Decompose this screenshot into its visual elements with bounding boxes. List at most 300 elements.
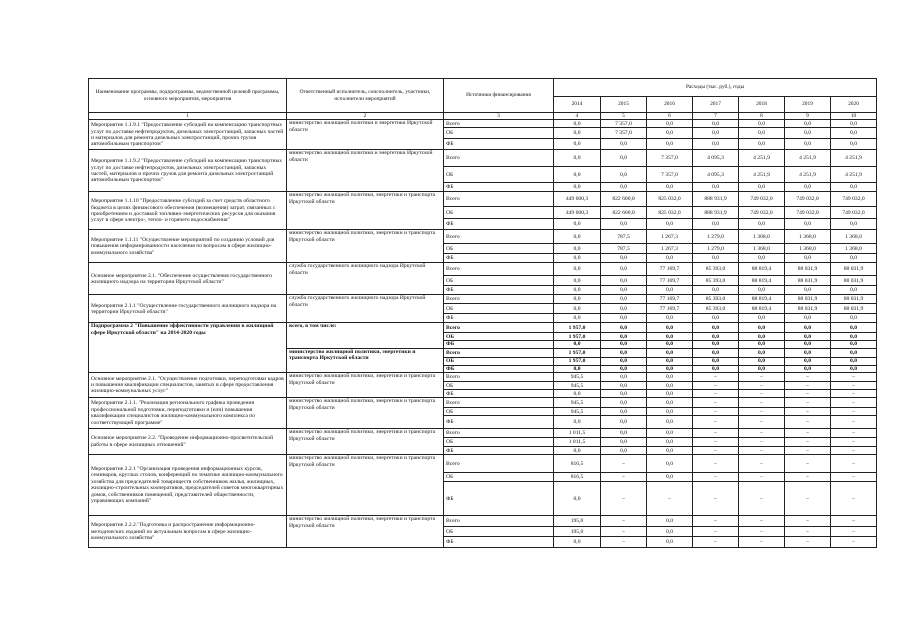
amount-cell: 0,0 <box>554 230 601 244</box>
amount-cell: 0,0 <box>647 254 693 263</box>
amount-cell: 0,0 <box>601 295 647 304</box>
amount-cell: 945,5 <box>554 373 601 382</box>
amount-cell: 1 957,0 <box>554 348 601 357</box>
responsible-executor: министерство жилищной политики, энергетики и транспорта Иркутской области <box>287 348 444 372</box>
amount-cell: 0,0 <box>831 139 877 150</box>
amount-cell: 88 031,9 <box>785 263 831 276</box>
amount-cell: – <box>785 416 831 429</box>
amount-cell: 0,0 <box>785 333 831 341</box>
amount-cell: – <box>601 516 647 527</box>
amount-cell: 749 032,0 <box>785 192 831 207</box>
amount-cell: – <box>831 390 877 398</box>
amount-cell: 0,0 <box>554 286 601 295</box>
amount-cell: – <box>785 455 831 473</box>
amount-cell: 945,5 <box>554 382 601 390</box>
amount-cell: – <box>831 416 877 429</box>
amount-cell: – <box>785 537 831 548</box>
amount-cell: 88 819,4 <box>739 304 785 314</box>
amount-cell: 749 032,0 <box>831 207 877 219</box>
funding-source: ФБ <box>444 219 554 230</box>
amount-cell: 0,0 <box>601 333 647 341</box>
year-header: 2016 <box>647 97 693 113</box>
amount-cell: 0,0 <box>647 527 693 537</box>
amount-cell: 787,5 <box>601 230 647 244</box>
amount-cell: – <box>693 438 739 447</box>
funding-source: ОБ <box>444 128 554 139</box>
amount-cell: – <box>739 473 785 482</box>
amount-cell: 0,0 <box>554 263 601 276</box>
amount-cell: 88 031,9 <box>831 295 877 304</box>
amount-cell: – <box>601 473 647 482</box>
amount-cell: 88 031,9 <box>831 304 877 314</box>
amount-cell: – <box>693 373 739 382</box>
index-cell: 3 <box>444 113 554 120</box>
amount-cell: 0,0 <box>601 150 647 167</box>
amount-cell: 0,0 <box>831 120 877 128</box>
amount-cell: 0,0 <box>831 128 877 139</box>
amount-cell: 0,0 <box>739 314 785 323</box>
item-name: Мероприятие 1.1.11 "Осуществление мероприятий по созданию условий для повышения информированности населения по вопросам в сфере жилищно-коммунального хозяйства" <box>89 230 287 263</box>
amount-cell: 0,0 <box>647 416 693 429</box>
amount-cell: 0,0 <box>785 365 831 372</box>
amount-cell: – <box>785 382 831 390</box>
amount-cell: 0,0 <box>601 304 647 314</box>
amount-cell: 0,0 <box>647 139 693 150</box>
amount-cell: – <box>693 447 739 455</box>
amount-cell: 0,0 <box>739 333 785 341</box>
responsible-executor: министерство жилищной политики, энергетики и транспорта Иркутской области <box>287 230 444 263</box>
amount-cell: 0,0 <box>831 365 877 372</box>
amount-cell: 0,0 <box>601 167 647 183</box>
amount-cell: 0,0 <box>601 382 647 390</box>
amount-cell: 4 251,9 <box>785 167 831 183</box>
amount-cell: 0,0 <box>693 333 739 341</box>
amount-cell: 0,0 <box>647 219 693 230</box>
amount-cell: 0,0 <box>554 295 601 304</box>
amount-cell: – <box>785 527 831 537</box>
amount-cell: 0,0 <box>693 254 739 263</box>
amount-cell: 0,0 <box>739 323 785 333</box>
funding-source: Всего <box>444 263 554 276</box>
table-row <box>89 429 877 438</box>
amount-cell: 0,0 <box>831 286 877 295</box>
amount-cell: 0,0 <box>554 167 601 183</box>
index-cell: 2 <box>287 113 444 120</box>
amount-cell: 0,0 <box>601 357 647 365</box>
amount-cell: 88 819,4 <box>739 295 785 304</box>
amount-cell: 0,0 <box>601 341 647 348</box>
item-name: Мероприятие 2.1.1. "Реализация регионального графика проведения профессиональной подготовки, переподготовки и (или) повышения квалификации специалистов жилищно-коммунального комплекса по соответствующей программе" <box>89 398 287 429</box>
amount-cell: – <box>739 455 785 473</box>
amount-cell: – <box>693 429 739 438</box>
amount-cell: – <box>785 398 831 408</box>
amount-cell: 0,0 <box>739 128 785 139</box>
amount-cell: 0,0 <box>554 390 601 398</box>
amount-cell: 787,5 <box>601 244 647 254</box>
item-name: Мероприятие 2.2.2."Подготовка и распространение информационно-методических изданий по актуальным вопросам в сфере жилищно-коммунального хозяйства" <box>89 516 287 548</box>
amount-cell: 0,0 <box>601 390 647 398</box>
amount-cell: 0,0 <box>739 348 785 357</box>
amount-cell: 85 393,0 <box>693 263 739 276</box>
amount-cell: 1 957,0 <box>554 323 601 333</box>
amount-cell: 1 368,0 <box>831 244 877 254</box>
amount-cell: – <box>601 527 647 537</box>
index-cell: 6 <box>647 113 693 120</box>
year-header: 2017 <box>693 97 739 113</box>
amount-cell: 0,0 <box>647 357 693 365</box>
amount-cell: 0,0 <box>739 341 785 348</box>
amount-cell: 0,0 <box>693 365 739 372</box>
amount-cell: 0,0 <box>693 286 739 295</box>
amount-cell: 0,0 <box>785 286 831 295</box>
amount-cell: 945,5 <box>554 398 601 408</box>
item-name: Основное мероприятие 2.1. "Обеспечение осуществления государственного жилищного надзора на территории Иркутской области" <box>89 263 287 295</box>
funding-source: Всего <box>444 230 554 244</box>
funding-source: ФБ <box>444 341 554 348</box>
funding-source: Всего <box>444 348 554 357</box>
amount-cell: 0,0 <box>554 341 601 348</box>
amount-cell: 0,0 <box>647 120 693 128</box>
amount-cell: 0,0 <box>739 254 785 263</box>
amount-cell: 0,0 <box>831 314 877 323</box>
amount-cell: 449 600,3 <box>554 192 601 207</box>
amount-cell: 0,0 <box>647 455 693 473</box>
amount-cell: 0,0 <box>601 408 647 416</box>
amount-cell: 0,0 <box>601 447 647 455</box>
index-cell: 1 <box>89 113 287 120</box>
amount-cell: – <box>693 516 739 527</box>
amount-cell: 0,0 <box>647 516 693 527</box>
amount-cell: 0,0 <box>831 254 877 263</box>
table-row <box>89 373 877 382</box>
amount-cell: 0,0 <box>785 357 831 365</box>
funding-source: Всего <box>444 398 554 408</box>
funding-source: ФБ <box>444 314 554 323</box>
amount-cell: – <box>693 482 739 516</box>
amount-cell: 0,0 <box>601 183 647 192</box>
amount-cell: 0,0 <box>554 365 601 372</box>
amount-cell: 0,0 <box>601 365 647 372</box>
amount-cell: 7 357,0 <box>647 150 693 167</box>
amount-cell: 749 032,0 <box>831 192 877 207</box>
amount-cell: 0,0 <box>693 128 739 139</box>
amount-cell: 0,0 <box>647 323 693 333</box>
funding-source: Всего <box>444 120 554 128</box>
funding-source: ФБ <box>444 365 554 372</box>
amount-cell: – <box>739 416 785 429</box>
amount-cell: – <box>739 482 785 516</box>
amount-cell: – <box>693 398 739 408</box>
table-row <box>89 230 877 244</box>
amount-cell: 85 393,0 <box>693 276 739 286</box>
amount-cell: 85 393,0 <box>693 295 739 304</box>
amount-cell: 88 819,4 <box>739 276 785 286</box>
amount-cell: 0,0 <box>554 314 601 323</box>
amount-cell: 822 600,0 <box>601 207 647 219</box>
amount-cell: 0,0 <box>647 398 693 408</box>
index-row <box>89 113 877 120</box>
table-row <box>89 120 877 128</box>
responsible-executor: служба государственного жилищного надзора Иркутской области <box>287 263 444 295</box>
funding-source: ФБ <box>444 390 554 398</box>
funding-source: ФБ <box>444 139 554 150</box>
amount-cell: 4 251,9 <box>831 150 877 167</box>
col-exp-header: Расходы (тыс. руб.), годы <box>554 79 877 97</box>
amount-cell: 1 368,0 <box>739 230 785 244</box>
year-header: 2015 <box>601 97 647 113</box>
amount-cell: 1 011,5 <box>554 429 601 438</box>
amount-cell: 749 032,0 <box>785 207 831 219</box>
amount-cell: 825 032,0 <box>647 192 693 207</box>
amount-cell: 0,0 <box>831 357 877 365</box>
amount-cell: – <box>693 390 739 398</box>
amount-cell: – <box>693 455 739 473</box>
responsible-executor: министерство жилищной политики, энергетики и транспорта Иркутской области <box>287 455 444 516</box>
amount-cell: 0,0 <box>739 139 785 150</box>
amount-cell: 0,0 <box>785 183 831 192</box>
amount-cell: 0,0 <box>647 333 693 341</box>
amount-cell: 0,0 <box>647 341 693 348</box>
funding-source: Всего <box>444 150 554 167</box>
amount-cell: 0,0 <box>554 183 601 192</box>
amount-cell: 0,0 <box>785 254 831 263</box>
item-name: Мероприятие 1.1.9.2 "Предоставление субсидий на компенсацию транспортных услуг по доставке нефтепродуктов, дизельных электростанций, запасных частей, материалов и прочих грузов для ремонта дизельных электростанций автомобильным транспортом" <box>89 150 287 192</box>
amount-cell: 88 031,9 <box>831 263 877 276</box>
amount-cell: 0,0 <box>601 263 647 276</box>
year-header: 2014 <box>554 97 601 113</box>
amount-cell: 4 251,9 <box>831 167 877 183</box>
amount-cell: – <box>739 537 785 548</box>
amount-cell: – <box>785 516 831 527</box>
funding-source: Всего <box>444 295 554 304</box>
amount-cell: 0,0 <box>647 286 693 295</box>
amount-cell: – <box>601 537 647 548</box>
funding-source: ОБ <box>444 382 554 390</box>
amount-cell: 77 169,7 <box>647 263 693 276</box>
amount-cell: 0,0 <box>647 537 693 548</box>
amount-cell: 0,0 <box>647 382 693 390</box>
amount-cell: – <box>693 473 739 482</box>
amount-cell: 0,0 <box>601 139 647 150</box>
amount-cell: 0,0 <box>831 183 877 192</box>
amount-cell: – <box>831 482 877 516</box>
amount-cell: – <box>785 390 831 398</box>
funding-source: ОБ <box>444 276 554 286</box>
responsible-executor: министерство жилищной политики, энергетики и транспорта Иркутской области <box>287 373 444 398</box>
amount-cell: 77 169,7 <box>647 276 693 286</box>
amount-cell: – <box>831 429 877 438</box>
funding-source: Всего <box>444 455 554 473</box>
amount-cell: – <box>601 482 647 516</box>
funding-source: ОБ <box>444 333 554 341</box>
amount-cell: 0,0 <box>647 429 693 438</box>
amount-cell: 7 357,0 <box>647 167 693 183</box>
amount-cell: 1 267,3 <box>647 230 693 244</box>
amount-cell: 1 279,0 <box>693 244 739 254</box>
amount-cell: 0,0 <box>831 333 877 341</box>
amount-cell: 4 251,9 <box>785 150 831 167</box>
amount-cell: – <box>831 398 877 408</box>
amount-cell: – <box>739 527 785 537</box>
amount-cell: 0,0 <box>647 408 693 416</box>
budget-table <box>88 78 877 548</box>
amount-cell: 88 031,9 <box>785 276 831 286</box>
item-name: Мероприятие 1.1.9.1 "Предоставление субсидий на компенсацию транспортных услуг по доставке нефтепродуктов, дизельных электростанций, запасных частей и материалов для ремонта дизельных электростанций, прочих грузов автомобильным транспортом" <box>89 120 287 150</box>
index-cell: 9 <box>785 113 831 120</box>
amount-cell: 0,0 <box>693 314 739 323</box>
table-row <box>89 192 877 207</box>
amount-cell: – <box>785 447 831 455</box>
amount-cell: 0,0 <box>647 128 693 139</box>
amount-cell: 0,0 <box>693 120 739 128</box>
amount-cell: 0,0 <box>647 365 693 372</box>
amount-cell: 0,0 <box>554 150 601 167</box>
amount-cell: 0,0 <box>785 348 831 357</box>
index-cell: 5 <box>601 113 647 120</box>
amount-cell: – <box>601 455 647 473</box>
amount-cell: 888 931,9 <box>693 192 739 207</box>
year-header: 2019 <box>785 97 831 113</box>
amount-cell: 0,0 <box>647 438 693 447</box>
amount-cell: – <box>647 482 693 516</box>
amount-cell: – <box>831 408 877 416</box>
amount-cell: – <box>831 438 877 447</box>
amount-cell: 0,0 <box>647 183 693 192</box>
amount-cell: 1 957,0 <box>554 357 601 365</box>
header-row <box>89 79 877 97</box>
amount-cell: 0,0 <box>647 314 693 323</box>
amount-cell: – <box>739 447 785 455</box>
item-name: Мероприятие 1.1.10 "Предоставление субсидий за счет средств областного бюджета в целях финансового обеспечения (возмещения) затрат, связанных с приобретением и доставкой топливно-энергетических ресурсов для оказания услуг в сфере электро-, тепло- и горячего водоснабжения" <box>89 192 287 230</box>
amount-cell: 1 368,0 <box>785 230 831 244</box>
year-header: 2020 <box>831 97 877 113</box>
amount-cell: – <box>693 382 739 390</box>
amount-cell: 0,0 <box>554 447 601 455</box>
amount-cell: 0,0 <box>831 219 877 230</box>
table-row <box>89 150 877 167</box>
funding-source: ФБ <box>444 482 554 516</box>
amount-cell: 77 169,7 <box>647 295 693 304</box>
amount-cell: 1 368,0 <box>785 244 831 254</box>
amount-cell: – <box>785 482 831 516</box>
amount-cell: 0,0 <box>739 357 785 365</box>
amount-cell: 88 031,9 <box>785 304 831 314</box>
col-name-header: Наименование программы, подпрограммы, ведомственной целевой программы, основного мероприятия, мероприятия <box>89 79 287 113</box>
amount-cell: 0,0 <box>647 447 693 455</box>
amount-cell: 0,0 <box>647 390 693 398</box>
amount-cell: – <box>831 373 877 382</box>
table-row <box>89 263 877 276</box>
amount-cell: – <box>831 537 877 548</box>
amount-cell: 0,0 <box>785 314 831 323</box>
amount-cell: 0,0 <box>601 314 647 323</box>
amount-cell: 195,0 <box>554 527 601 537</box>
amount-cell: 0,0 <box>554 416 601 429</box>
amount-cell: 816,5 <box>554 473 601 482</box>
amount-cell: – <box>785 429 831 438</box>
amount-cell: 0,0 <box>739 365 785 372</box>
item-name: Основное мероприятие 2.1. "Осуществление подготовки, переподготовки кадров и повышения квалификации специалистов, занятых в сфере предоставления жилищно-коммунальных услуг" <box>89 373 287 398</box>
index-cell: 10 <box>831 113 877 120</box>
amount-cell: 0,0 <box>554 254 601 263</box>
amount-cell: 0,0 <box>785 128 831 139</box>
amount-cell: 0,0 <box>601 438 647 447</box>
amount-cell: 0,0 <box>554 120 601 128</box>
amount-cell: 88 031,9 <box>831 276 877 286</box>
funding-source: ОБ <box>444 527 554 537</box>
amount-cell: 0,0 <box>554 219 601 230</box>
responsible-executor: министерство жилищной политики и энергетики Иркутской области <box>287 120 444 150</box>
amount-cell: 0,0 <box>693 219 739 230</box>
amount-cell: 0,0 <box>693 348 739 357</box>
table-row <box>89 295 877 304</box>
responsible-executor: министерство жилищной политики, энергетики и транспорта Иркутской области <box>287 516 444 548</box>
responsible-executor: министерство жилищной политики, энергетики и транспорта Иркутской области <box>287 398 444 429</box>
table-row <box>89 398 877 408</box>
subprogram-name: Подпрограмма 2 "Повышение эффективности управления в жилищной сфере Иркутской области" на 2014-2020 годы <box>89 323 287 373</box>
funding-source: Всего <box>444 323 554 333</box>
col-src-header: Источники финансирования <box>444 79 554 113</box>
amount-cell: – <box>831 382 877 390</box>
amount-cell: 7 357,0 <box>601 120 647 128</box>
item-name: Мероприятие 2.2.1 "Организация проведения информационных курсов, семинаров, круглых столов, конференций по тематике жилищно-коммунального хозяйства для председателей товариществ собственников жилья, жилищных, жилищно-строительных кооперативов, председателей советов многоквартирных домов, собственников помещений, представителей общественности, управляющих компаний" <box>89 455 287 516</box>
amount-cell: 0,0 <box>693 183 739 192</box>
amount-cell: – <box>693 537 739 548</box>
amount-cell: 1 368,0 <box>739 244 785 254</box>
amount-cell: 0,0 <box>739 219 785 230</box>
amount-cell: 0,0 <box>554 128 601 139</box>
funding-source: ФБ <box>444 254 554 263</box>
amount-cell: 1 279,0 <box>693 230 739 244</box>
amount-cell: 749 032,0 <box>739 192 785 207</box>
index-cell: 4 <box>554 113 601 120</box>
amount-cell: 4 095,3 <box>693 167 739 183</box>
responsible-executor: министерство жилищной политики, энергетики и транспорта Иркутской области <box>287 192 444 230</box>
amount-cell: 945,5 <box>554 408 601 416</box>
amount-cell: 195,0 <box>554 516 601 527</box>
amount-cell: 0,0 <box>831 323 877 333</box>
amount-cell: 888 931,9 <box>693 207 739 219</box>
table-row <box>89 323 877 333</box>
index-cell: 7 <box>693 113 739 120</box>
table-row <box>89 455 877 473</box>
amount-cell: 1 957,0 <box>554 333 601 341</box>
amount-cell: 749 032,0 <box>739 207 785 219</box>
table-row <box>89 516 877 527</box>
amount-cell: – <box>831 527 877 537</box>
amount-cell: – <box>693 408 739 416</box>
amount-cell: – <box>831 455 877 473</box>
funding-source: ОБ <box>444 167 554 183</box>
amount-cell: 449 600,3 <box>554 207 601 219</box>
amount-cell: – <box>831 447 877 455</box>
amount-cell: 0,0 <box>554 482 601 516</box>
amount-cell: 0,0 <box>739 120 785 128</box>
amount-cell: 0,0 <box>785 139 831 150</box>
amount-cell: 1 267,3 <box>647 244 693 254</box>
amount-cell: – <box>739 398 785 408</box>
funding-source: ОБ <box>444 473 554 482</box>
amount-cell: – <box>785 438 831 447</box>
amount-cell: 822 600,0 <box>601 192 647 207</box>
amount-cell: 0,0 <box>785 341 831 348</box>
amount-cell: 0,0 <box>554 244 601 254</box>
amount-cell: 0,0 <box>831 341 877 348</box>
amount-cell: – <box>831 516 877 527</box>
amount-cell: 0,0 <box>693 323 739 333</box>
amount-cell: – <box>739 429 785 438</box>
amount-cell: 0,0 <box>601 286 647 295</box>
